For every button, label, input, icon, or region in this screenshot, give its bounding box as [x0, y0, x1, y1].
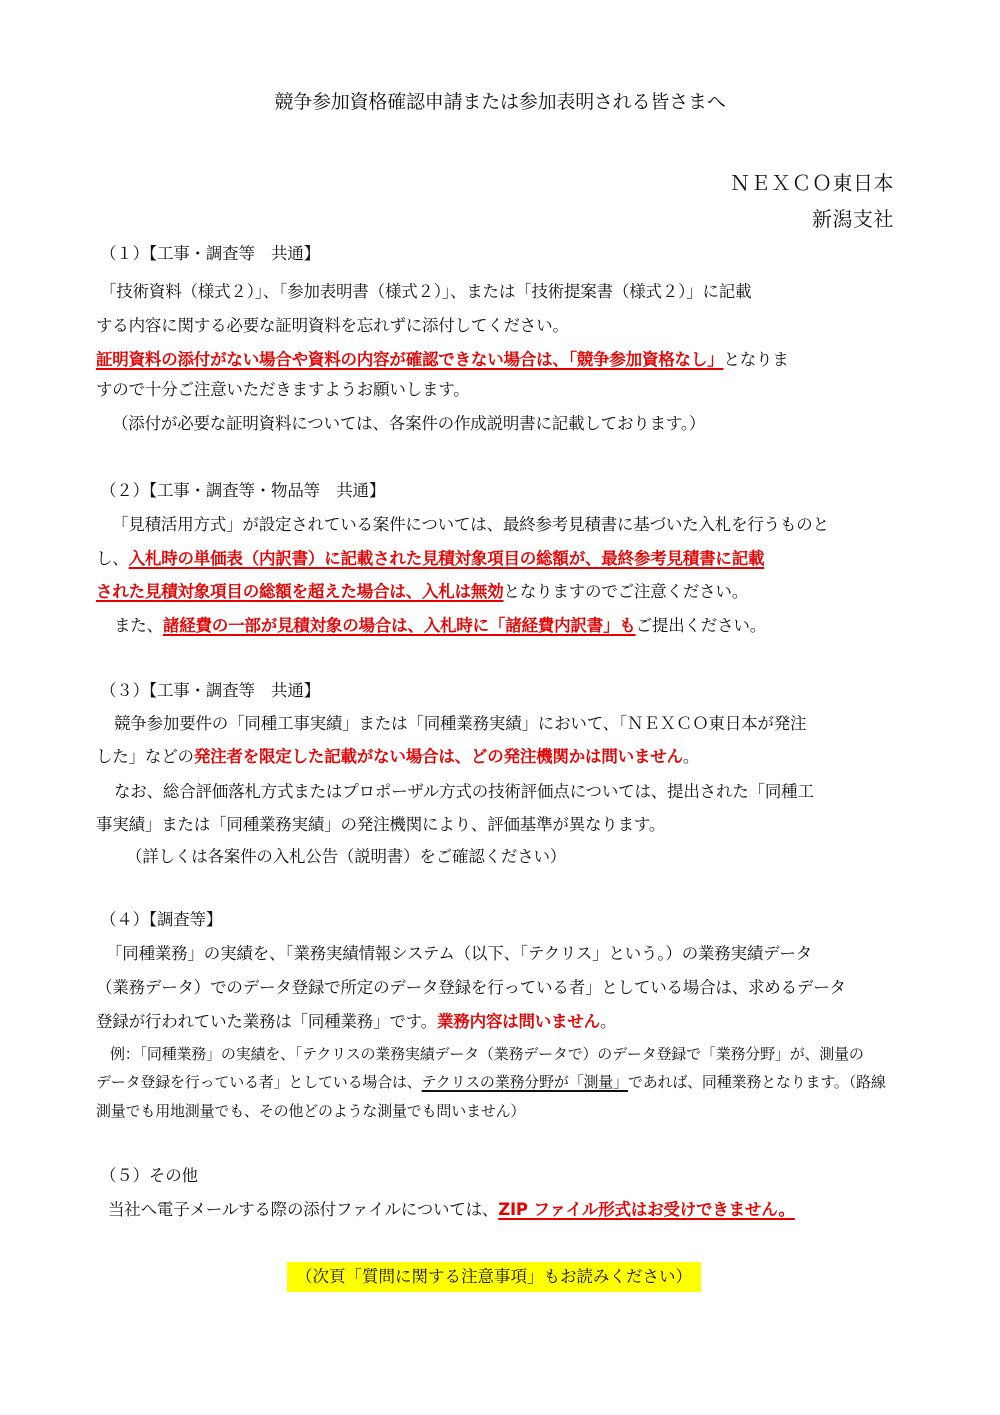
section-3-note: （詳しくは各案件の入札公告（説明書）をご確認ください） — [126, 847, 567, 866]
section-4-line: 「同種業務」の実績を、「業務実績情報システム（以下、「テクリス」という。）の業務実績データ — [106, 944, 813, 963]
section-4-warning-line — [96, 1010, 906, 1034]
section-2-warning-line — [96, 580, 906, 604]
next-page-notice: （次頁「質問に関する注意事項」もお読みください） — [287, 1262, 701, 1292]
section-3-heading: （３）【工事・調査等 共通】 — [100, 681, 320, 700]
section-5-heading: （５）その他 — [100, 1166, 198, 1185]
example-line: 測量でも用地測量でも、その他どのような測量でも問いません） — [96, 1102, 526, 1120]
text-span: ご提出ください。 — [635, 616, 767, 635]
text-span: データ登録を行っている者」としている場合は、 — [96, 1073, 422, 1091]
section-2-warning-line — [114, 614, 924, 638]
page-title: 競争参加資格確認申請または参加表明される皆さまへ — [274, 91, 726, 113]
section-3-line: 事実績」または「同種業務実績」の発注機関により、評価基準が異なります。 — [96, 815, 666, 834]
section-5-warning-line — [108, 1198, 918, 1222]
section-3-warning-line — [96, 745, 906, 769]
text-span: した」などの — [96, 747, 194, 766]
warning-text: 業務内容は問いません — [436, 1012, 600, 1031]
branch-name: 新潟支社 — [812, 207, 894, 231]
section-4-heading: （４）【調査等】 — [100, 910, 223, 929]
section-1-line: 「技術資料（様式２）」、「参加表明書（様式２）」、または「技術提案書（様式２）」に記載 — [100, 282, 752, 301]
section-1-heading: （１）【工事・調査等 共通】 — [100, 244, 320, 263]
text-span: 当社へ電子メールする際の添付ファイルについては、 — [108, 1200, 499, 1219]
example-line — [96, 1070, 906, 1094]
text-span: 。 — [600, 1012, 617, 1031]
text-span: となりま — [723, 350, 789, 369]
warning-text: 証明資料の添付がない場合や資料の内容が確認できない場合は、「競争参加資格なし」 — [96, 350, 724, 369]
section-1-line: すので十分ご注意いただきますようお願いします。 — [96, 380, 470, 399]
section-3-line: なお、総合評価落札方式またはプロポーザル方式の技術評価点については、提出された「同種工 — [114, 782, 814, 801]
section-1-note: （添付が必要な証明資料については、各案件の作成説明書に記載しております。） — [112, 414, 706, 433]
text-span: また、 — [114, 616, 163, 635]
text-span: 。 — [682, 747, 700, 766]
example-line: 例：「同種業務」の実績を、「テクリスの業務実績データ（業務データで）のデータ登録で「業務分野」が、測量の — [110, 1045, 864, 1063]
warning-text: 入札時の単価表（内訳書）に記載された見積対象項目の総額が、最終参考見積書に記載 — [128, 549, 765, 568]
section-4-line: （業務データ）でのデータ登録で所定のデータ登録を行っている者」としている場合は、求めるデータ — [96, 978, 846, 997]
section-1-warning-line — [96, 348, 906, 372]
warning-text: された見積対象項目の総額を超えた場合は、入札は無効 — [96, 582, 504, 601]
text-span: 登録が行われていた業務は「同種業務」です。 — [96, 1012, 437, 1031]
section-3-line: 競争参加要件の「同種工事実績」または「同種業務実績」において、「ＮＥＸＣＯ東日本が発注 — [114, 714, 807, 733]
text-span: し、 — [96, 549, 129, 568]
text-span: であれば、同種業務となります。（路線 — [627, 1073, 886, 1091]
section-2-heading: （２）【工事・調査等・物品等 共通】 — [100, 481, 386, 500]
section-1-line: する内容に関する必要な証明資料を忘れずに添付してください。 — [96, 316, 569, 335]
company-name: ＮＥＸＣＯ東日本 — [730, 171, 894, 195]
section-2-line: 「見積活用方式」が設定されている案件については、最終参考見積書に基づいた入札を行うものと — [112, 515, 829, 534]
text-span: となりますのでご注意ください。 — [503, 582, 749, 601]
warning-text: 発注者を限定した記載がない場合は、どの発注機関かは問いません — [193, 747, 683, 766]
warning-text: 諸経費の一部が見積対象の場合は、入札時に「諸経費内訳書」も — [162, 616, 636, 635]
underlined-text: テクリスの業務分野が「測量」 — [421, 1073, 628, 1091]
warning-text: ZIP ファイル形式はお受けできません。 — [498, 1200, 795, 1219]
section-2-warning-line — [96, 547, 906, 571]
